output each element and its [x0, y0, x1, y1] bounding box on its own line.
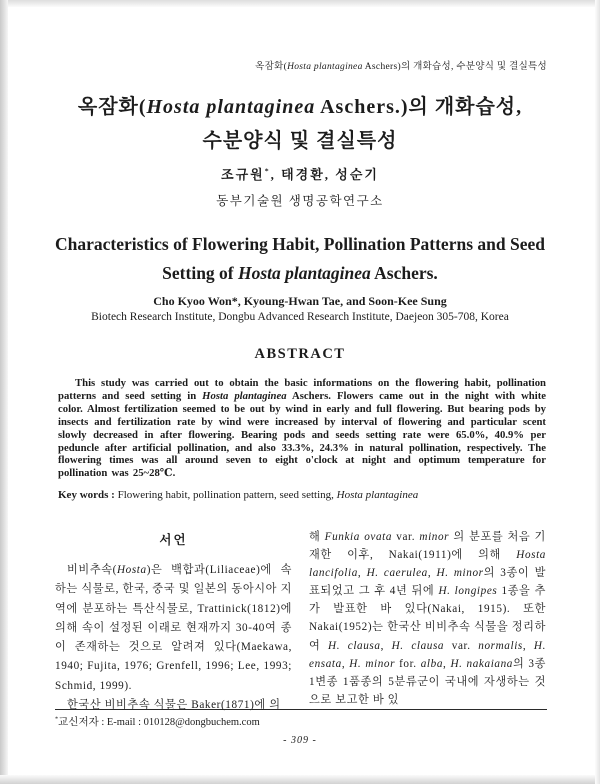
authors-english: Cho Kyoo Won*, Kyoung-Hwan Tae, and Soon-Kee Sung — [153, 294, 447, 308]
running-head: 옥잠화(Hosta plantaginea Aschers)의 개화습성, 수분양식 및 결실특성 — [255, 62, 547, 72]
korean-title-line1: 옥잠화(Hosta plantaginea Aschers.)의 개화습성, — [77, 96, 523, 118]
intro-paragraph: 비비추속(Hosta)은 백합과(Liliaceae)에 속하는 식물로, 한국, 중국 및 일본의 동아시아 지역에 분포하는 특산식물로, Trattinick(1812)에 의해 속이 설정된 이래로 현재까지 30-40여 종이 존재하는 것으로 알려져 있다(Maekawa, 1940; Fujita, 1976; Grenfell, 1996; Lee, 1993; Schmid, 1999). — [55, 564, 292, 692]
korean-title-line2: 수분양식 및 결실특성 — [202, 130, 398, 152]
left-column — [55, 528, 292, 715]
affiliation-korean: 동부기술원 생명공학연구소 — [216, 194, 384, 208]
keywords-line — [58, 489, 546, 501]
abstract-heading: ABSTRACT — [254, 346, 346, 362]
english-title-line1: Characteristics of Flowering Habit, Pollination Patterns and Seed — [55, 234, 545, 254]
abstract-body: This study was carried out to obtain the basic informations on the flowering habit, pollination patterns and seed setting in Hosta plantaginea Aschers. Flowers came out in the night with white color. Almost fertilization seemed to be out by wind in early and full flowering. But bearing pods by insects and fertilization rate by wind were increased by interval of flowering and particular scent slowly decreased in after flowering. Bearing pods and seeds setting rate were 65.0%, 40.9% per peduncle after artificial pollination, and also 33.3%, 24.3% in natural pollination, respectively. The flowering times was all around seven to eight o'clock at night and optimum temperature for pollination was 25~28℃. — [58, 377, 546, 480]
body-columns — [55, 528, 547, 715]
corresponding-author-footnote: *교신저자 : E-mail : 010128@dongbuchem.com — [55, 715, 260, 728]
footnote-divider — [55, 709, 547, 710]
keywords-label: Key words : — [58, 489, 115, 501]
scan-edge-top — [0, 0, 600, 7]
korean-title — [0, 90, 600, 158]
english-title — [0, 230, 600, 288]
scan-edge-bottom — [0, 775, 600, 784]
affiliation-english: Biotech Research Institute, Dongbu Advanced Research Institute, Daejeon 305-708, Korea — [91, 311, 509, 323]
intro-paragraph: 한국산 비비추속 식물은 Baker(1871)에 의 — [67, 699, 281, 712]
introduction-heading: 서언 — [159, 533, 188, 547]
english-title-line2: Setting of Hosta plantaginea Aschers. — [162, 263, 438, 283]
page-number: - 309 - — [283, 735, 317, 746]
right-column — [309, 528, 546, 715]
authors-korean: 조규원*, 태경환, 성순기 — [221, 166, 379, 182]
intro-paragraph: 해 Funkia ovata var. minor 의 분포를 처음 기재한 이후, Nakai(1911)에 의해 Hosta lancifolia, H. caerulea, H. minor의 3종이 발표되었고 그 후 4년 뒤에 H. longipes 1종을 추가 발표한 바 있다(Nakai, 1915). 또한 Nakai(1952)는 한국산 비비추속 식물을 정리하여 H. clausa, H. clausa var. normalis, H. ensata, H. minor for. alba, H. nakaiana의 3종 1변종 1품종의 5분류군이 국내에 자생하는 것으로 보고한 바 있 — [309, 531, 547, 706]
keywords-text: Flowering habit, pollination pattern, seed setting, Hosta plantaginea — [117, 489, 419, 501]
